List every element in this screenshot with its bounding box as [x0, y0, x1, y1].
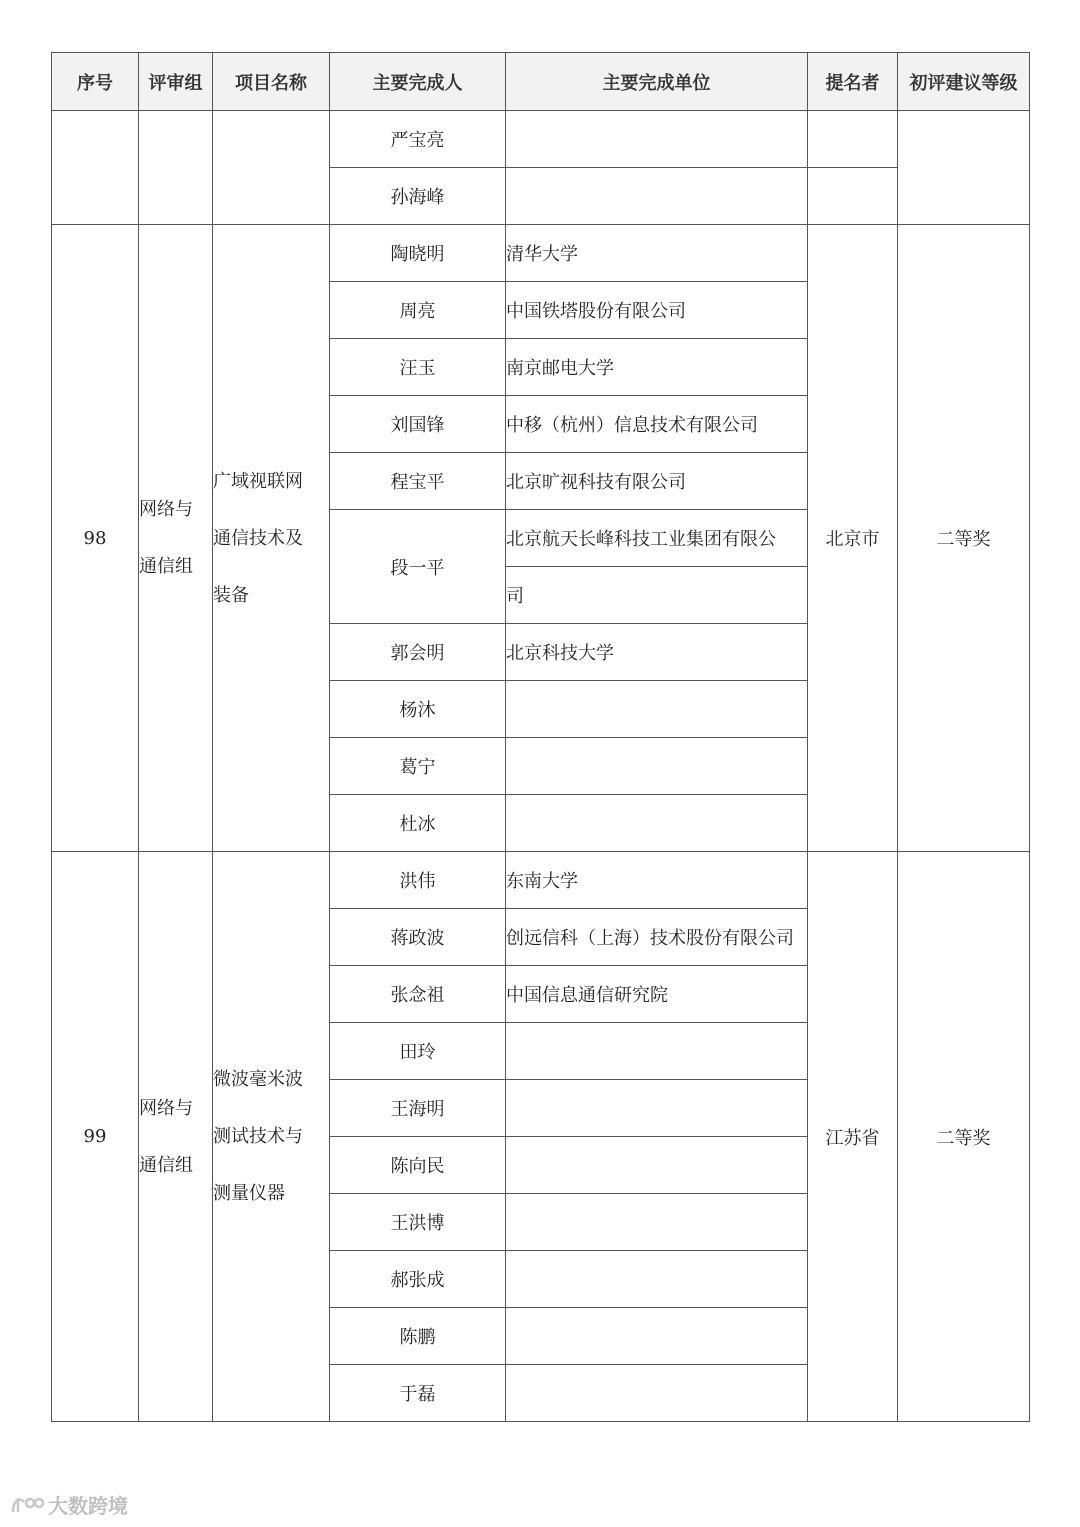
unit-cell: 清华大学 [506, 225, 808, 282]
review-group [139, 852, 213, 1422]
person-name: 汪玉 [330, 339, 506, 396]
person-name: 郝张成 [330, 1251, 506, 1308]
unit-cell: 中国信息通信研究院 [506, 966, 808, 1023]
cont-seq-cell [52, 111, 139, 225]
header-nominator: 提名者 [808, 53, 898, 111]
grade: 二等奖 [898, 852, 1030, 1422]
person-name: 王洪博 [330, 1194, 506, 1251]
project-name-line: 测量仪器 [213, 1183, 285, 1204]
project-name-line: 广域视联网 [213, 470, 303, 492]
project-name-line: 装备 [213, 584, 249, 606]
unit-cell [506, 1080, 808, 1137]
header-grade: 初评建议等级 [898, 53, 1030, 111]
header-units: 主要完成单位 [506, 53, 808, 111]
watermark [10, 1490, 128, 1519]
unit-cell [506, 1251, 808, 1308]
person-name: 陈鹏 [330, 1308, 506, 1365]
table-row [52, 225, 1030, 282]
review-group [139, 225, 213, 852]
nominator: 江苏省 [808, 852, 898, 1422]
person-name: 郭会明 [330, 624, 506, 681]
person-name: 陈向民 [330, 1137, 506, 1194]
project-name-line: 通信技术及 [213, 527, 303, 549]
unit-cell: 创远信科（上海）技术股份有限公司 [506, 909, 808, 966]
table-header-row [52, 53, 1030, 111]
person-name: 蒋政波 [330, 909, 506, 966]
person-name: 陶晓明 [330, 225, 506, 282]
person-name: 张念祖 [330, 966, 506, 1023]
person-name: 杜冰 [330, 795, 506, 852]
watermark-logo-icon [10, 1494, 44, 1516]
unit-cell: 中移（杭州）信息技术有限公司 [506, 396, 808, 453]
review-group-line: 通信组 [139, 556, 193, 577]
cont-nominator-cell [808, 111, 898, 168]
project-name [213, 225, 330, 852]
unit-cell: 北京旷视科技有限公司 [506, 453, 808, 510]
unit-cell: 北京科技大学 [506, 624, 808, 681]
header-group: 评审组 [139, 53, 213, 111]
unit-cell: 东南大学 [506, 852, 808, 909]
watermark-text: 大数跨境 [48, 1494, 128, 1518]
person-name: 严宝亮 [330, 111, 506, 168]
unit-cell [506, 795, 808, 852]
nominator: 北京市 [808, 225, 898, 852]
unit-cell-continued: 司 [506, 567, 808, 624]
grade: 二等奖 [898, 225, 1030, 852]
table-row [52, 852, 1030, 909]
header-seq: 序号 [52, 53, 139, 111]
cont-nominator-cell [808, 168, 898, 225]
unit-cell: 北京航天长峰科技工业集团有限公 [506, 510, 808, 567]
review-group-line: 网络与 [139, 1097, 193, 1119]
person-name: 孙海峰 [330, 168, 506, 225]
person-name: 程宝平 [330, 453, 506, 510]
person-name: 王海明 [330, 1080, 506, 1137]
project-name [213, 852, 330, 1422]
cont-grade-cell [898, 111, 1030, 225]
unit-cell [506, 168, 808, 225]
header-project: 项目名称 [213, 53, 330, 111]
person-name: 葛宁 [330, 738, 506, 795]
person-name: 洪伟 [330, 852, 506, 909]
unit-cell [506, 1137, 808, 1194]
cont-project-cell [213, 111, 330, 225]
unit-cell [506, 1023, 808, 1080]
seq-number: 98 [52, 225, 139, 852]
project-name-line: 测试技术与 [213, 1126, 303, 1147]
person-name: 田玲 [330, 1023, 506, 1080]
unit-cell [506, 681, 808, 738]
person-name: 杨沐 [330, 681, 506, 738]
person-name: 段一平 [330, 510, 506, 624]
person-name: 周亮 [330, 282, 506, 339]
unit-cell [506, 1365, 808, 1422]
header-people: 主要完成人 [330, 53, 506, 111]
unit-cell: 南京邮电大学 [506, 339, 808, 396]
cont-group-cell [139, 111, 213, 225]
seq-number: 99 [52, 852, 139, 1422]
unit-cell [506, 1308, 808, 1365]
awards-table [51, 52, 1030, 1422]
review-group-line: 网络与 [139, 499, 193, 520]
person-name: 刘国锋 [330, 396, 506, 453]
unit-cell [506, 738, 808, 795]
table-row [52, 111, 1030, 168]
unit-cell: 中国铁塔股份有限公司 [506, 282, 808, 339]
project-name-line: 微波毫米波 [213, 1069, 303, 1090]
unit-cell [506, 111, 808, 168]
review-group-line: 通信组 [139, 1154, 193, 1176]
unit-cell [506, 1194, 808, 1251]
person-name: 于磊 [330, 1365, 506, 1422]
